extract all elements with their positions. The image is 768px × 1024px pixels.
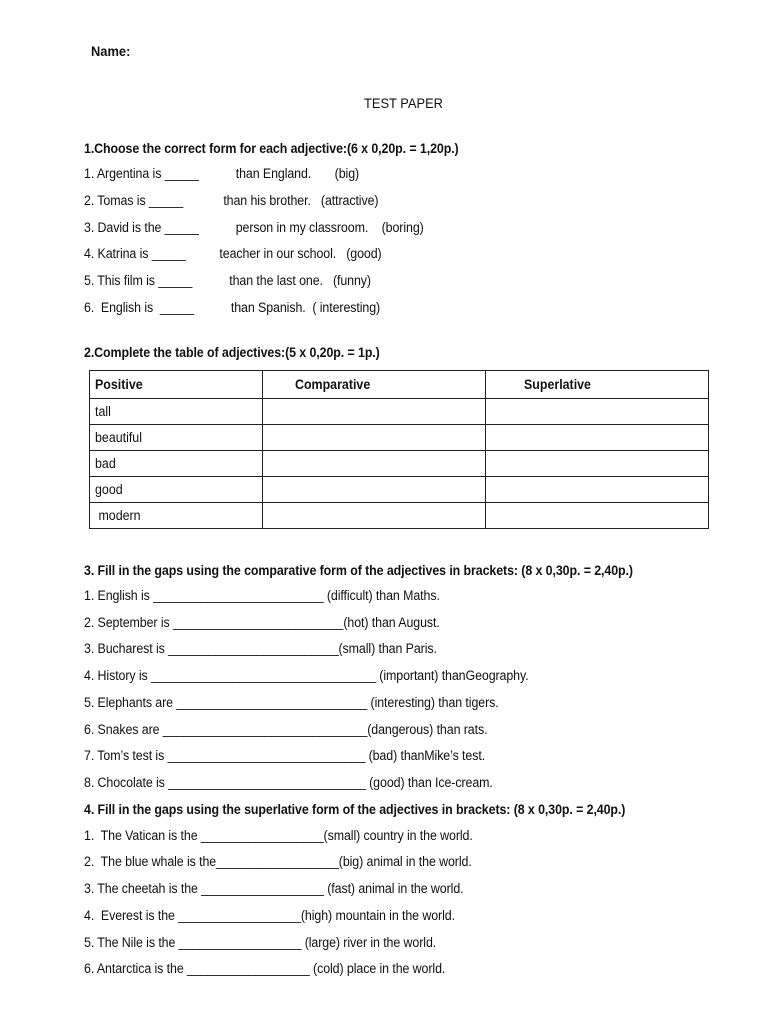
- section1-item: 5. This film is _____ than the last one. (funny): [84, 273, 371, 288]
- table-row: [90, 477, 709, 503]
- section3-item: 4. History is _________________________________ (important) thanGeography.: [84, 668, 529, 683]
- table-cell-positive: beautiful: [90, 425, 263, 451]
- section3-item: 3. Bucharest is _________________________(small) than Paris.: [84, 641, 437, 656]
- section3-item: 6. Snakes are ______________________________(dangerous) than rats.: [84, 722, 488, 737]
- table-cell-superlative[interactable]: [486, 477, 709, 503]
- column-header-comparative: Comparative: [262, 371, 486, 399]
- section1-item: 1. Argentina is _____ than England. (big): [84, 166, 360, 181]
- table-cell-positive: tall: [90, 399, 263, 425]
- section3-item: 1. English is _________________________ (difficult) than Maths.: [84, 588, 440, 603]
- table-cell-positive: good: [90, 477, 263, 503]
- section4-item: 4. Everest is the __________________(high) mountain in the world.: [84, 908, 455, 923]
- table-row: [90, 451, 709, 477]
- section4-item: 3. The cheetah is the __________________ (fast) animal in the world.: [84, 881, 464, 896]
- section1-heading: 1.Choose the correct form for each adjective:(6 x 0,20p. = 1,20p.): [84, 141, 459, 156]
- table-cell-comparative[interactable]: [262, 451, 486, 477]
- table-cell-superlative[interactable]: [486, 451, 709, 477]
- adjectives-table: [89, 370, 709, 529]
- section4-item: 5. The Nile is the __________________ (large) river in the world.: [84, 935, 437, 950]
- section1-item: 2. Tomas is _____ than his brother. (attractive): [84, 193, 379, 208]
- column-header-positive: Positive: [90, 371, 263, 399]
- table-cell-positive: modern: [90, 503, 263, 529]
- section1-item: 6. English is _____ than Spanish. ( interesting): [84, 300, 381, 315]
- name-label: Name:: [91, 43, 131, 59]
- table-row: [90, 425, 709, 451]
- section4-item: 6. Antarctica is the __________________ (cold) place in the world.: [84, 961, 446, 976]
- section4-heading: 4. Fill in the gaps using the superlative form of the adjectives in brackets: (8 x 0,30p. = 2,40p.): [84, 802, 626, 817]
- table-cell-superlative[interactable]: [486, 503, 709, 529]
- table-cell-comparative[interactable]: [262, 425, 486, 451]
- section4-item: 1. The Vatican is the __________________(small) country in the world.: [84, 828, 473, 843]
- table-cell-comparative[interactable]: [262, 477, 486, 503]
- section4-item: 2. The blue whale is the__________________(big) animal in the world.: [84, 854, 472, 869]
- table-cell-positive: bad: [90, 451, 263, 477]
- section1-item: 4. Katrina is _____ teacher in our school. (good): [84, 246, 382, 261]
- table-cell-comparative[interactable]: [262, 399, 486, 425]
- page-title: TEST PAPER: [364, 95, 443, 111]
- table-cell-superlative[interactable]: [486, 399, 709, 425]
- table-row: [90, 399, 709, 425]
- section2-heading: 2.Complete the table of adjectives:(5 x 0,20p. = 1p.): [84, 345, 380, 360]
- table-cell-comparative[interactable]: [262, 503, 486, 529]
- section3-heading: 3. Fill in the gaps using the comparative form of the adjectives in brackets: (8 x 0,30p. = 2,40p.): [84, 563, 633, 578]
- table-cell-superlative[interactable]: [486, 425, 709, 451]
- section3-item: 5. Elephants are ____________________________ (interesting) than tigers.: [84, 695, 499, 710]
- section3-item: 8. Chocolate is _____________________________ (good) than Ice-cream.: [84, 775, 493, 790]
- column-header-superlative: Superlative: [486, 371, 709, 399]
- section3-item: 7. Tom’s test is _____________________________ (bad) thanMike’s test.: [84, 748, 486, 763]
- section3-item: 2. September is _________________________(hot) than August.: [84, 615, 440, 630]
- section1-item: 3. David is the _____ person in my classroom. (boring): [84, 220, 424, 235]
- table-header-row: [90, 371, 709, 399]
- table-row: [90, 503, 709, 529]
